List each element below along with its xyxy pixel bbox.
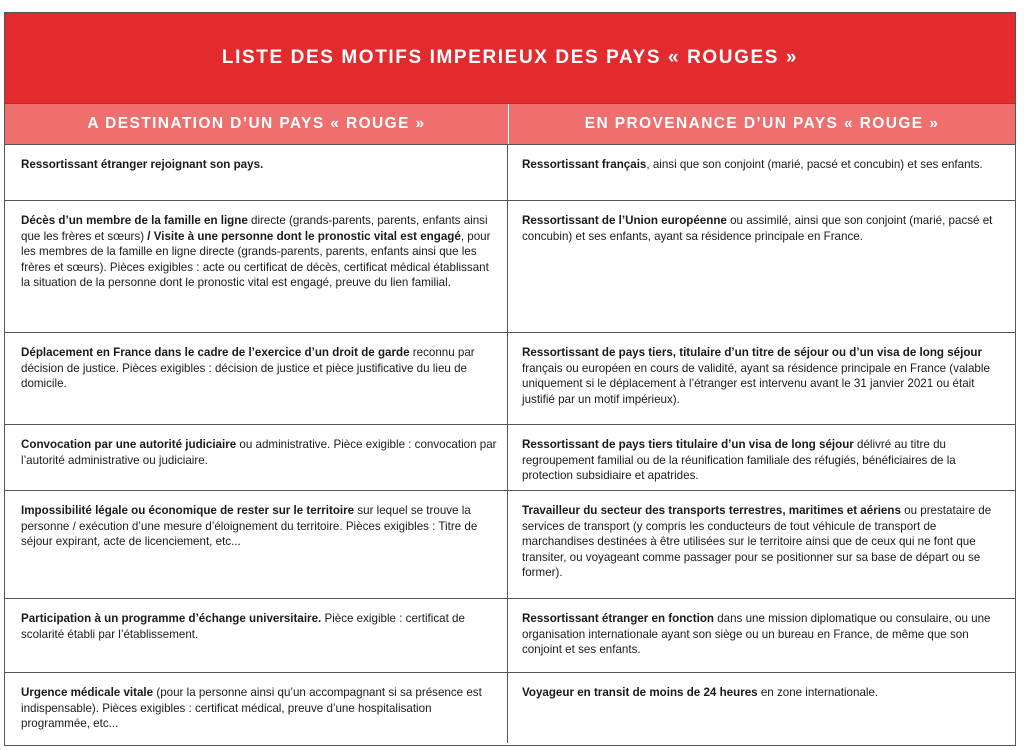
cell-text: en zone internationale. xyxy=(757,686,879,699)
cell-bold-text: Ressortissant étranger en fonction xyxy=(522,612,714,625)
cell-bold-text: Ressortissant de pays tiers, titulaire d’un titre de séjour ou d’un visa de long séjour xyxy=(522,346,982,359)
table-row xyxy=(5,425,1015,491)
cell-destination xyxy=(5,145,508,200)
cell-provenance xyxy=(508,673,1014,743)
cell-destination xyxy=(5,425,508,490)
cell-text: ou prestataire de services de transport (y compris les conducteurs de tout véhicule de transport de marchandises destinées à être utilisées sur le territoire ainsi que de ceux qui ne font que transiter, ou voyageant comme passager pour se positionner sur sa base de départ ou se former). xyxy=(522,504,992,580)
document-title: LISTE DES MOTIFS IMPERIEUX DES PAYS « ROUGES » xyxy=(5,13,1015,104)
column-headers xyxy=(5,104,1015,145)
cell-bold-text: Impossibilité légale ou économique de rester sur le territoire xyxy=(21,504,355,517)
cell-bold-text: Urgence médicale vitale xyxy=(21,686,154,699)
cell-bold-text: Ressortissant français xyxy=(522,158,647,171)
cell-provenance xyxy=(508,201,1014,332)
cell-bold-text: Travailleur du secteur des transports terrestres, maritimes et aériens xyxy=(522,504,901,517)
cell-text: , ainsi que son conjoint (marié, pacsé et concubin) et ses enfants. xyxy=(646,158,983,171)
cell-bold-text: Participation à un programme d’échange universitaire. xyxy=(21,612,322,625)
cell-provenance xyxy=(508,145,1014,200)
cell-text: français ou européen en cours de validité, ayant sa résidence principale en France (valable uniquement si le déplacement à l’étranger est intervenu avant le 31 janvier 2021 ou était justifié par un motif impérieux). xyxy=(522,361,990,406)
cell-provenance xyxy=(508,599,1014,672)
cell-destination xyxy=(5,673,508,743)
table-row xyxy=(5,491,1015,599)
cell-bold-text: Déplacement en France dans le cadre de l’exercice d’un droit de garde xyxy=(21,346,410,359)
cell-bold-text: Ressortissant de pays tiers titulaire d’un visa de long séjour xyxy=(522,438,854,451)
column-header-destination: A DESTINATION D’UN PAYS « ROUGE » xyxy=(5,104,509,144)
table-row xyxy=(5,201,1015,333)
table-row xyxy=(5,599,1015,673)
motifs-table-document xyxy=(4,12,1016,746)
cell-text: , pour les membres de la famille en ligne directe (grands-parents, parents, enfants ainsi que les frères et sœurs). Pièces exigibles : acte ou certificat de décès, certificat médical établissant la situation de la personne dont le pronostic vital est engagé, preuve du lien familial. xyxy=(21,229,491,290)
cell-text: (pour la personne ainsi qu’un accompagnant si sa présence est indispensable). Pièces exigibles : certificat médical, preuve d’une hospitalisation programmée, etc... xyxy=(21,686,482,731)
cell-text: ou administrative. Pièce exigible : convocation par l’autorité administrative ou judiciaire. xyxy=(21,438,497,467)
table-body xyxy=(5,145,1015,743)
cell-destination xyxy=(5,599,508,672)
cell-bold-text: Ressortissant de l’Union européenne xyxy=(522,214,727,227)
table-row xyxy=(5,673,1015,743)
cell-text: directe (grands-parents, parents, enfants ainsi que les frères et sœurs) xyxy=(21,214,488,243)
cell-destination xyxy=(5,201,508,332)
table-row xyxy=(5,333,1015,425)
table-row xyxy=(5,145,1015,201)
cell-bold-text: Voyageur en transit de moins de 24 heures xyxy=(522,686,758,699)
cell-destination xyxy=(5,491,508,598)
cell-text: délivré au titre du regroupement familial ou de la réunification familiale des réfugiés, bénéficiaires de la protection subsidiaire et apatrides. xyxy=(522,438,956,483)
cell-text: reconnu par décision de justice. Pièces exigibles : décision de justice et pièce justificative du lieu de domicile. xyxy=(21,346,475,391)
cell-destination xyxy=(5,333,508,424)
cell-text: ou assimilé, ainsi que son conjoint (marié, pacsé et concubin) et ses enfants, ayant sa résidence principale en France. xyxy=(522,214,993,243)
cell-provenance xyxy=(508,425,1014,490)
column-header-provenance: EN PROVENANCE D’UN PAYS « ROUGE » xyxy=(584,115,940,132)
cell-text: sur lequel se trouve la personne / exécution d’une mesure d’éloignement du territoire. Pièces exigibles : Titre de séjour expirant, acte de licenciement, etc... xyxy=(21,504,478,549)
cell-bold-text: Décès d’un membre de la famille en ligne xyxy=(21,214,248,227)
cell-bold-text: Convocation par une autorité judiciaire xyxy=(21,438,237,451)
cell-provenance xyxy=(508,333,1014,424)
cell-text: dans une mission diplomatique ou consulaire, ou une organisation internationale ayant son siège ou un bureau en France, de même que son conjoint et ses enfants. xyxy=(522,612,991,657)
cell-text: Pièce exigible : certificat de scolarité établi par l’établissement. xyxy=(21,612,465,641)
cell-bold-text: Ressortissant étranger rejoignant son pays. xyxy=(21,158,264,171)
cell-bold-text: / Visite à une personne dont le pronostic vital est engagé xyxy=(147,229,461,243)
cell-provenance xyxy=(508,491,1014,598)
